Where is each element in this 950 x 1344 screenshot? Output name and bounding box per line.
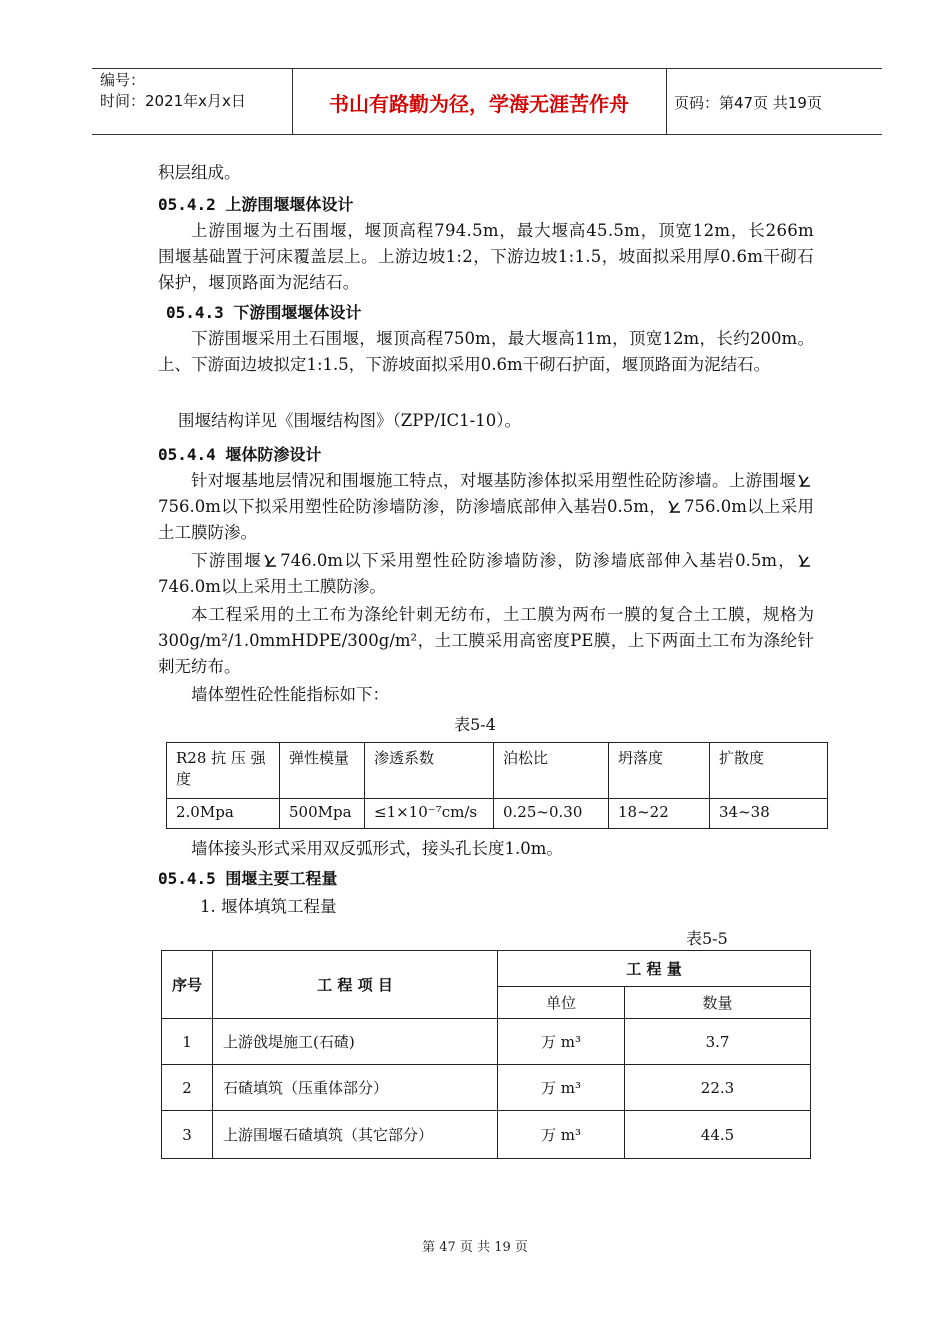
table-row <box>162 1111 811 1159</box>
p1-part-c: 756.0m以上采用土工膜防渗。 <box>158 497 814 542</box>
t55-header-no: 序号 <box>162 951 213 1019</box>
section-543-paragraph: 下游围堰采用土石围堰，堰顶高程750m，最大堰高11m，顶宽12m，长约200m。上、下游面边坡拟定1:1.5，下游坡面拟采用0.6m干砌石护面，堰顶路面为泥结石。 <box>158 329 814 374</box>
t55-amount: 22.3 <box>625 1065 811 1111</box>
t54-header-cell: 弹性模量 <box>280 743 365 799</box>
section-544-title <box>158 442 814 468</box>
p1-part-a: 针对堰基地层情况和围堰施工特点，对堰基防渗体拟采用塑性砼防渗墙。上游围堰 <box>191 471 796 490</box>
pen-symbol-icon <box>666 497 684 515</box>
pen-symbol-icon <box>796 551 814 569</box>
section-545-item-1: 1. 堰体填筑工程量 <box>200 897 337 916</box>
pen-symbol-icon <box>796 471 814 489</box>
t54-cell: 18~22 <box>609 799 710 829</box>
section-545-title <box>158 866 814 892</box>
section-544-paragraph-1 <box>158 468 814 546</box>
t55-no: 1 <box>162 1019 213 1065</box>
t55-header-qty: 工 程 量 <box>498 951 811 987</box>
t55-amount: 44.5 <box>625 1111 811 1159</box>
p1-part-b: 756.0m以下拟采用塑性砼防渗墙防渗，防渗墙底部伸入基岩0.5m， <box>158 497 666 516</box>
t55-item: 石碴填筑（压重体部分） <box>213 1065 498 1111</box>
page-footer: 第 47 页 共 19 页 <box>422 1240 528 1255</box>
pen-symbol-icon <box>262 551 280 569</box>
section-544-paragraph-3: 本工程采用的土工布为涤纶针刺无纺布，土工膜为两布一膜的复合土工膜，规格为300g/m²/1.0mmHDPE/300g/m²，土工膜采用高密度PE膜，上下两面土工布为涤纶针刺无纺布。 <box>158 605 814 676</box>
t54-header-cell: R28 抗 压 强度 <box>167 743 280 799</box>
intro-line: 积层组成。 <box>158 163 241 182</box>
header-top-rule <box>92 68 882 69</box>
t54-header-cell: 扩散度 <box>710 743 828 799</box>
table-5-4-caption: 表5-4 <box>454 715 496 734</box>
t55-unit: 万 m³ <box>498 1111 625 1159</box>
p2-part-a: 下游围堰 <box>191 551 263 570</box>
section-544-title-text: 05.4.4 堰体防渗设计 <box>158 445 322 464</box>
t55-item: 上游戗堤施工(石碴) <box>213 1019 498 1065</box>
t54-header-cell: 泊松比 <box>494 743 609 799</box>
t55-no: 2 <box>162 1065 213 1111</box>
header-meta <box>100 70 246 112</box>
section-544-paragraph-2 <box>158 548 814 600</box>
t55-unit: 万 m³ <box>498 1019 625 1065</box>
header-divider-2 <box>666 68 667 135</box>
t54-cell: ≤1×10⁻⁷cm/s <box>365 799 494 829</box>
header-page: 页码：第47页 共19页 <box>674 94 822 112</box>
section-543-ref: 围堰结构详见《围堰结构图》（ZPP/IC1-10）。 <box>178 411 521 430</box>
t55-header-unit: 单位 <box>498 987 625 1019</box>
table-5-4 <box>166 742 828 829</box>
table-row <box>162 1019 811 1065</box>
section-544-paragraph-4: 墙体塑性砼性能指标如下： <box>191 685 389 704</box>
t54-header-cell: 坍落度 <box>609 743 710 799</box>
section-543-title <box>166 300 822 326</box>
t55-header-amount: 数量 <box>625 987 811 1019</box>
table-5-5 <box>161 950 811 1159</box>
header-number: 编号： <box>100 71 146 89</box>
section-542-title-text: 05.4.2 上游围堰堰体设计 <box>158 195 354 214</box>
section-542-title <box>158 192 814 218</box>
t54-cell: 34~38 <box>710 799 828 829</box>
t55-header-item: 工 程 项 目 <box>213 951 498 1019</box>
p2-part-b: 746.0m以下采用塑性砼防渗墙防渗，防渗墙底部伸入基岩0.5m， <box>280 551 797 570</box>
section-543-title-text: 05.4.3 下游围堰堰体设计 <box>166 303 362 322</box>
section-542-paragraph: 上游围堰为土石围堰，堰顶高程794.5m，最大堰高45.5m，顶宽12m，长266m围堰基础置于河床覆盖层上。上游边坡1:2，下游边坡1:1.5，坡面拟采用厚0.6m干砌石保护，堰顶路面为泥结石。 <box>158 221 814 292</box>
t54-cell: 0.25~0.30 <box>494 799 609 829</box>
t55-no: 3 <box>162 1111 213 1159</box>
t54-header-cell: 渗透系数 <box>365 743 494 799</box>
section-545-title-text: 05.4.5 围堰主要工程量 <box>158 869 338 888</box>
t55-item: 上游围堰石碴填筑（其它部分） <box>213 1111 498 1159</box>
t54-cell: 500Mpa <box>280 799 365 829</box>
table-row <box>162 1065 811 1111</box>
table-5-4-after-text: 墙体接头形式采用双反弧形式，接头孔长度1.0m。 <box>191 839 563 858</box>
header-motto: 书山有路勤为径，学海无涯苦作舟 <box>329 92 629 116</box>
table-5-5-caption: 表5-5 <box>686 929 728 948</box>
t54-cell: 2.0Mpa <box>167 799 280 829</box>
t55-unit: 万 m³ <box>498 1065 625 1111</box>
header-bottom-rule <box>92 134 882 135</box>
t55-amount: 3.7 <box>625 1019 811 1065</box>
header-time: 时间：2021年x月x日 <box>100 92 246 110</box>
p2-part-c: 746.0m以上采用土工膜防渗。 <box>158 577 386 596</box>
